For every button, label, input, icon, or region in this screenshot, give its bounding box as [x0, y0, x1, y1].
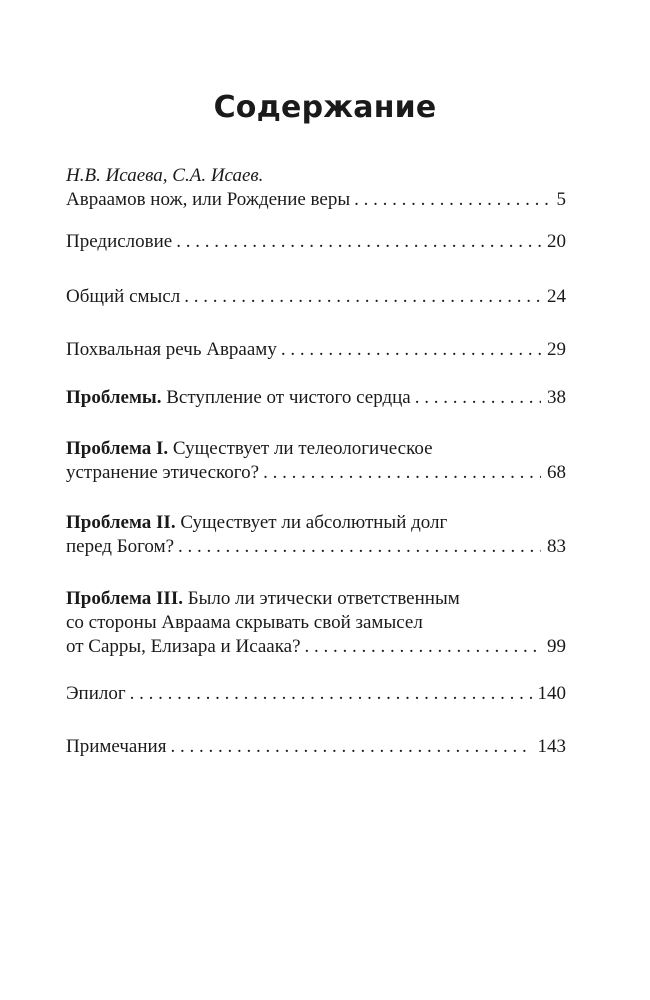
toc-title-line: [66, 285, 566, 309]
toc-entry-author: Н.В. Исаева, С.А. Исаев.: [66, 165, 264, 186]
toc-entry-page: 5: [556, 189, 566, 210]
toc-entry-foreword-essay[interactable]: [66, 164, 566, 212]
toc-second-line: [66, 611, 566, 635]
toc-entry-page: 140: [537, 683, 566, 704]
toc-entry-heading: Проблема II.: [66, 512, 176, 533]
toc-entry-line: Существует ли абсолютный долг: [180, 512, 448, 533]
toc-first-line: [66, 511, 566, 535]
toc-entry-page: 68: [547, 462, 566, 483]
toc-entry-page: 83: [547, 536, 566, 557]
toc-entry-general-sense[interactable]: [66, 285, 566, 309]
toc-entry-line: Существует ли телеологическое: [172, 438, 433, 459]
toc-entry-title: устранение этического?: [66, 462, 260, 483]
toc-entry-page: 29: [547, 339, 566, 360]
toc-title-line: [66, 535, 566, 559]
toc-title-line: [66, 735, 566, 759]
toc-entry-line: со стороны Авраама скрывать свой замысел: [66, 612, 423, 633]
toc-entry-problem-3[interactable]: [66, 587, 566, 659]
toc-entry-title: Эпилог: [66, 683, 126, 704]
toc-title-line: [66, 230, 566, 254]
toc-entry-page: 20: [547, 231, 566, 252]
toc-entry-page: 38: [547, 387, 566, 408]
toc-title-line: [66, 461, 566, 485]
toc-entry-eulogy[interactable]: [66, 338, 566, 362]
toc-entry-title: Вступление от чистого сердца: [166, 387, 411, 408]
dot-leader: [415, 386, 541, 410]
dot-leader: [281, 338, 541, 362]
toc-author-line: [66, 164, 566, 188]
toc-entry-epilogue[interactable]: [66, 682, 566, 706]
dot-leader: [184, 285, 541, 309]
dot-leader: [176, 230, 541, 254]
toc-entry-title: Предисловие: [66, 231, 173, 252]
dot-leader: [305, 635, 541, 659]
toc-title-line: [66, 338, 566, 362]
dot-leader: [263, 461, 541, 485]
toc-entry-heading: Проблемы.: [66, 387, 162, 408]
toc-entry-page: 143: [537, 736, 566, 757]
toc-entry-problem-1[interactable]: [66, 437, 566, 485]
toc-entry-problem-2[interactable]: [66, 511, 566, 559]
toc-title-line: [66, 635, 566, 659]
toc-entry-title: перед Богом?: [66, 536, 175, 557]
toc-title-line: [66, 682, 566, 706]
toc-entry-notes[interactable]: [66, 735, 566, 759]
toc-entry-problems[interactable]: [66, 386, 566, 410]
toc-entry-preface[interactable]: [66, 230, 566, 254]
toc-entry-line: Было ли этически ответственным: [187, 588, 460, 609]
toc-entry-title: Общий смысл: [66, 286, 181, 307]
toc-entry-page: 24: [547, 286, 566, 307]
toc-title-line: [66, 188, 566, 212]
toc-entry-title: от Сарры, Елизара и Исаака?: [66, 636, 301, 657]
dot-leader: [170, 735, 531, 759]
toc-entry-title: Авраамов нож, или Рождение веры: [66, 189, 351, 210]
dot-leader: [354, 188, 550, 212]
toc-first-line: [66, 437, 566, 461]
dot-leader: [130, 682, 532, 706]
toc-entry-heading: Проблема III.: [66, 588, 183, 609]
toc-entry-heading: Проблема I.: [66, 438, 169, 459]
toc-title-line: [66, 386, 566, 410]
toc-entry-page: 99: [547, 636, 566, 657]
dot-leader: [178, 535, 541, 559]
toc-first-line: [66, 587, 566, 611]
toc-entry-title: Похвальная речь Аврааму: [66, 339, 277, 360]
page-title: Содержание: [213, 90, 437, 125]
toc-entry-title: Примечания: [66, 736, 167, 757]
